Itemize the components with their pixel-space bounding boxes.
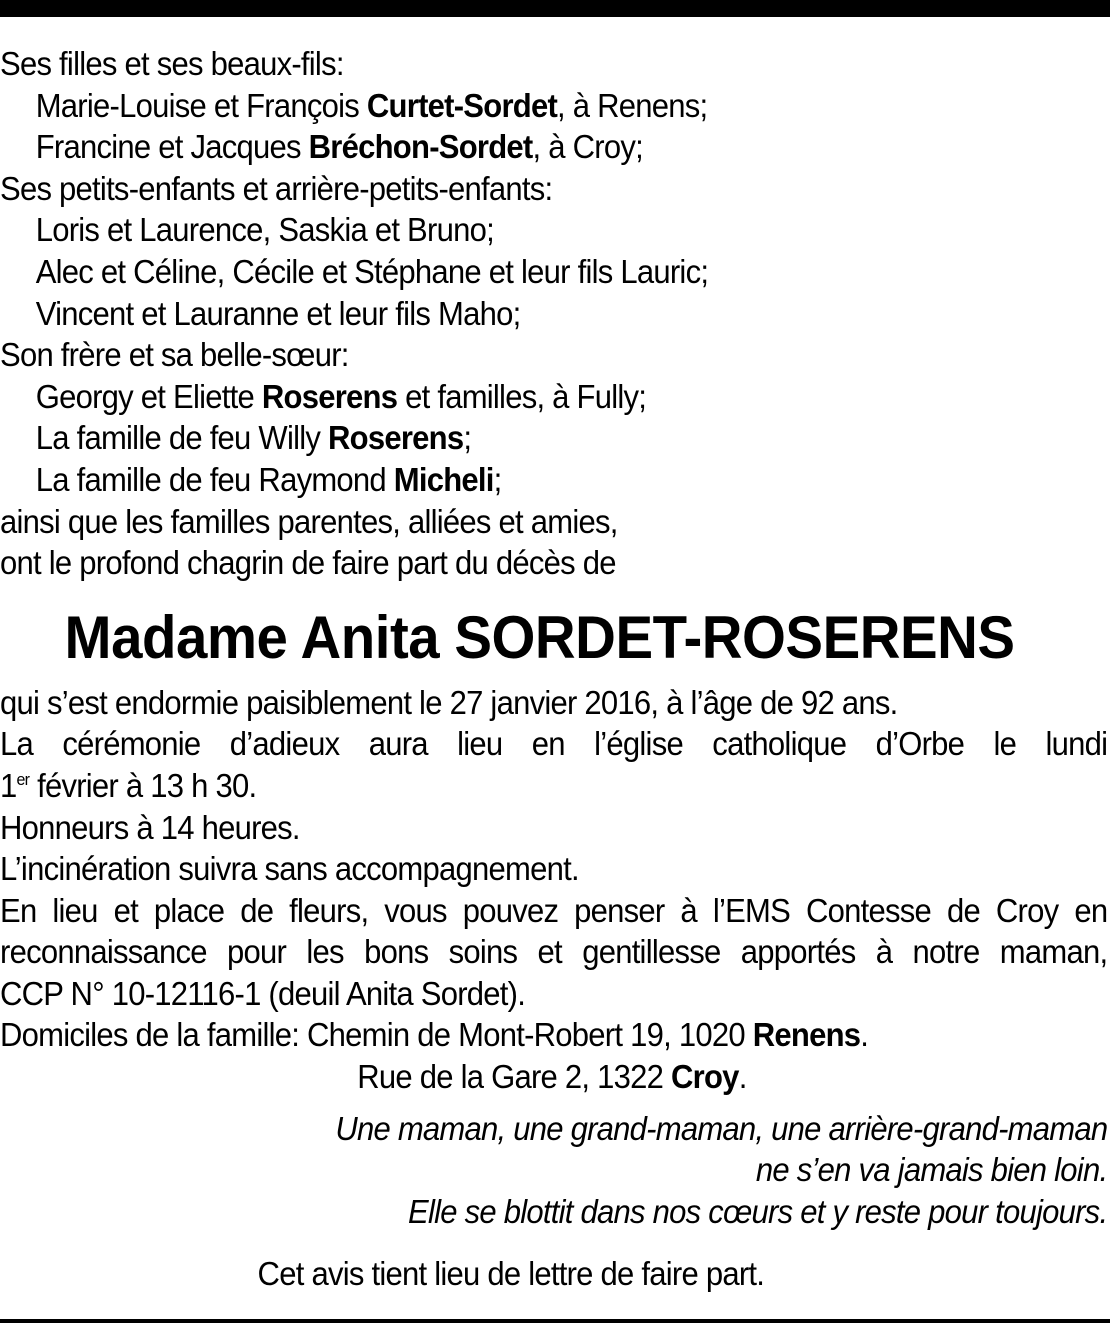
grandchildren-line-3: Vincent et Lauranne et leur fils Maho; bbox=[35, 294, 521, 332]
sibling-heading: Son frère et sa belle-sœur: bbox=[0, 336, 349, 374]
announce-line: ont le profond chagrin de faire part du décès de bbox=[0, 544, 616, 582]
quote-line-3: Elle se blottit dans nos cœurs et y reste pour toujours. bbox=[408, 1192, 1108, 1230]
family-name: Micheli bbox=[393, 460, 494, 498]
passing-line: qui s’est endormie paisiblement le 27 janvier 2016, à l’âge de 92 ans. bbox=[0, 683, 898, 721]
family-name: Bréchon-Sordet bbox=[308, 128, 533, 166]
address-line-2: Rue de la Gare 2, 1322 Croy. bbox=[357, 1058, 747, 1096]
ceremony-line: La cérémonie d’adieux aura lieu en l’église catholique d’Orbe le lundi bbox=[0, 725, 1108, 763]
city-name: Renens bbox=[752, 1016, 861, 1054]
bottom-rule bbox=[0, 1319, 1110, 1323]
closing-line: Cet avis tient lieu de lettre de faire part. bbox=[257, 1255, 765, 1293]
sibling-line-3: La famille de feu Raymond Micheli; bbox=[35, 460, 502, 498]
flowers-line-2: reconnaissance pour les bons soins et gentillesse apportés à notre maman, bbox=[0, 933, 1108, 971]
daughters-heading: Ses filles et ses beaux-fils: bbox=[0, 45, 344, 82]
family-name: Roserens bbox=[261, 377, 398, 415]
flowers-line-1: En lieu et place de fleurs, vous pouvez penser à l’EMS Contesse de Croy en bbox=[0, 891, 1108, 929]
family-name: Curtet-Sordet bbox=[366, 86, 558, 124]
sibling-line-1: Georgy et Eliette Roserens et familles, à Fully; bbox=[35, 377, 647, 415]
quote-line-1: Une maman, une grand-maman, une arrière-grand-maman bbox=[335, 1109, 1108, 1147]
daughter-line-2: Francine et Jacques Bréchon-Sordet, à Croy; bbox=[35, 128, 643, 166]
incineration-line: L’incinération suivra sans accompagnement. bbox=[0, 850, 579, 888]
deceased-name: Madame Anita SORDET-ROSERENS bbox=[64, 603, 1015, 671]
ceremony-date: 1er février à 13 h 30. bbox=[0, 766, 257, 804]
quote-line-2: ne s’en va jamais bien loin. bbox=[755, 1151, 1108, 1189]
address-line-1: Domiciles de la famille: Chemin de Mont-Robert 19, 1020 Renens. bbox=[0, 1016, 869, 1054]
family-name: Roserens bbox=[328, 419, 464, 457]
grandchildren-line-1: Loris et Laurence, Saskia et Bruno; bbox=[35, 211, 494, 249]
daughter-line-1: Marie-Louise et François Curtet-Sordet, à Renens; bbox=[35, 86, 708, 124]
grandchildren-line-2: Alec et Céline, Cécile et Stéphane et leur fils Lauric; bbox=[35, 252, 709, 290]
grandchildren-heading: Ses petits-enfants et arrière-petits-enfants: bbox=[0, 169, 553, 207]
relatives-line: ainsi que les familles parentes, alliées et amies, bbox=[0, 502, 618, 540]
obituary-text bbox=[0, 43, 1108, 1295]
sibling-line-2: La famille de feu Willy Roserens; bbox=[35, 419, 472, 457]
city-name: Croy bbox=[671, 1058, 739, 1096]
top-rule bbox=[0, 0, 1110, 17]
honours-line: Honneurs à 14 heures. bbox=[0, 808, 300, 846]
ccp-line: CCP N° 10-12116-1 (deuil Anita Sordet). bbox=[0, 974, 526, 1012]
